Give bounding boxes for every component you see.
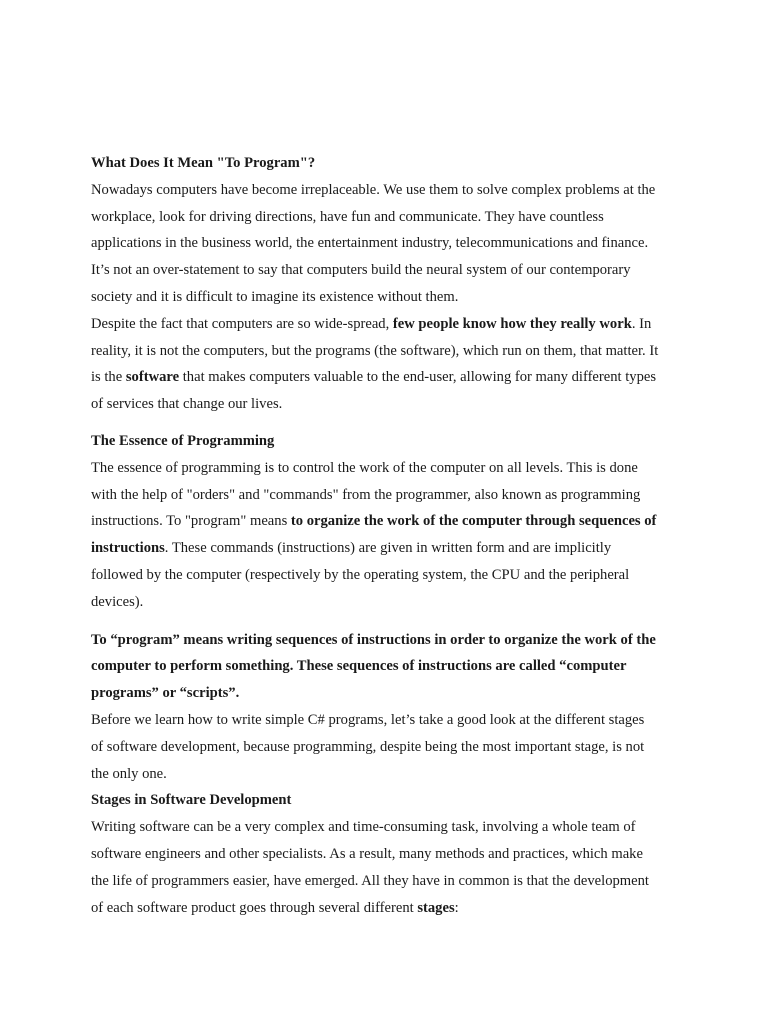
- paragraph-software-matters: [91, 314, 691, 421]
- definition-line: computer to perform something. These sequences of instructions are called “computer: [91, 658, 627, 675]
- paragraph-line: [91, 314, 691, 341]
- paragraph-line: Writing software can be a very complex and time-consuming task, involving a whole team of: [91, 819, 636, 836]
- definition-line: To “program” means writing sequences of instructions in order to organize the work of the: [91, 631, 656, 648]
- paragraph-computers-irreplaceable: [91, 180, 691, 314]
- paragraph-line: of services that change our lives.: [91, 396, 283, 413]
- text-run: instructions. To "program" means: [91, 513, 291, 530]
- paragraph-line: The essence of programming is to control the work of the computer on all levels. This is done: [91, 459, 638, 476]
- spacer: [91, 619, 691, 630]
- document-page: [91, 153, 691, 924]
- paragraph-line: the life of programmers easier, have emerged. All they have in common is that the development: [91, 872, 649, 889]
- paragraph-writing-software: [91, 817, 691, 924]
- text-run: that makes computers valuable to the end-user, allowing for many different types: [179, 369, 657, 386]
- paragraph-line: [91, 538, 691, 565]
- paragraph-line: with the help of "orders" and "commands" from the programmer, also known as programming: [91, 486, 641, 503]
- text-run: of each software product goes through several different: [91, 899, 418, 916]
- bold-phrase: to organize the work of the computer through sequences of: [290, 513, 657, 530]
- text-run: :: [454, 899, 459, 916]
- text-run: Despite the fact that computers are so wide-spread,: [91, 315, 393, 332]
- bold-phrase: instructions: [91, 540, 165, 557]
- text-run: . In: [631, 315, 652, 332]
- definition-callout: [91, 630, 691, 710]
- paragraph-line: software engineers and other specialists. As a result, many methods and practices, which make: [91, 845, 643, 862]
- paragraph-line: reality, it is not the computers, but the programs (the software), which run on them, that matter. It: [91, 342, 659, 359]
- paragraph-line: Before we learn how to write simple C# programs, let’s take a good look at the different stages: [91, 711, 645, 728]
- paragraph-line: the only one.: [91, 765, 167, 782]
- spacer: [91, 421, 691, 431]
- paragraph-line: Nowadays computers have become irreplaceable. We use them to solve complex problems at the: [91, 181, 656, 198]
- definition-line: programs” or “scripts”.: [91, 685, 240, 702]
- paragraph-line: workplace, look for driving directions, have fun and communicate. They have countless: [91, 208, 604, 225]
- paragraph-line: [91, 367, 691, 394]
- paragraph-essence: [91, 458, 691, 619]
- paragraph-line: of software development, because programming, despite being the most important stage, is not: [91, 738, 645, 755]
- bold-phrase: software: [125, 369, 180, 386]
- section-heading-what-does-it-mean: What Does It Mean "To Program"?: [91, 155, 316, 171]
- bold-phrase: few people know how they really work: [392, 315, 632, 332]
- text-run: . These commands (instructions) are given in written form and are implicitly: [164, 540, 612, 557]
- bold-phrase: stages: [417, 899, 455, 916]
- section-heading-stages-in-software-development: Stages in Software Development: [91, 792, 292, 809]
- paragraph-line: It’s not an over-statement to say that computers build the neural system of our contemporary: [91, 262, 631, 279]
- paragraph-line: applications in the business world, the entertainment industry, telecommunications and finance.: [91, 235, 649, 252]
- paragraph-line: society and it is difficult to imagine its existence without them.: [91, 288, 459, 305]
- paragraph-line: [91, 898, 691, 925]
- paragraph-line: devices).: [91, 593, 144, 610]
- paragraph-before-we-learn: [91, 710, 691, 790]
- section-heading-essence-of-programming: The Essence of Programming: [91, 432, 275, 449]
- paragraph-line: followed by the computer (respectively by the operating system, the CPU and the peripheral: [91, 566, 630, 583]
- text-run: is the: [91, 369, 126, 386]
- paragraph-line: [91, 511, 691, 538]
